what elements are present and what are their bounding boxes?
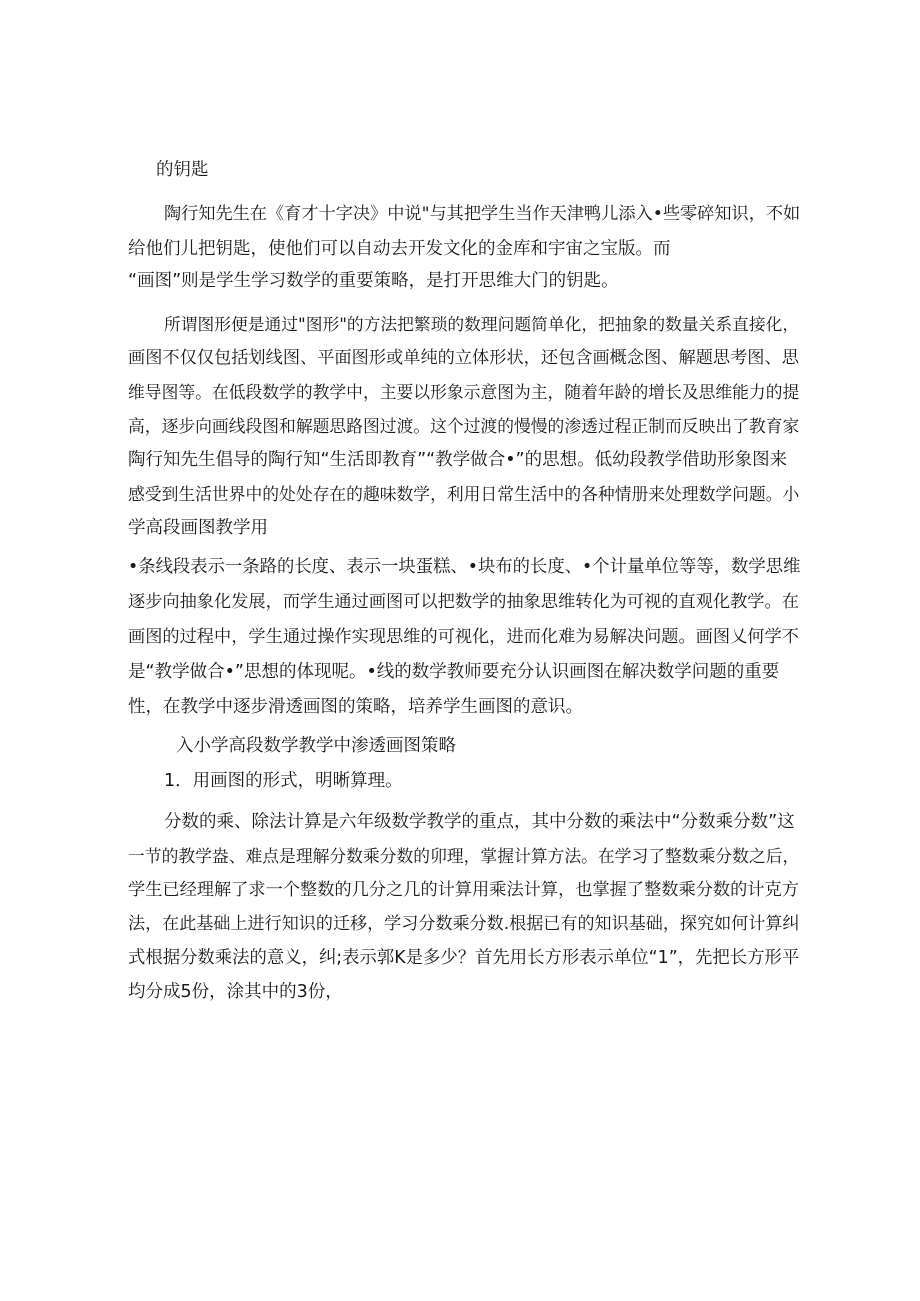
text-line: 感受到生活世界中的处处存在的趣味数学，利用日常生活中的各种情册来处理数学问题。小	[128, 484, 800, 504]
text-line: •条线段表示一条路的长度、表示一块蛋糕、•块布的长度、•个计量单位等等，数学思维	[128, 557, 801, 577]
text-line: 逐步向抽象化发展，而学生通过画图可以把数学的抽象思维转化为可视的直观化教学。在	[128, 592, 799, 612]
text-line: 分数的乘、除法计算是六年级数学教学的重点，其中分数的乘法中“分数乘分数”这	[164, 812, 795, 832]
text-line: 给他们儿把钥匙，使他们可以自动去开发文化的金库和宇宙之宝版。而	[128, 239, 671, 259]
text-line: 式根据分数乘法的意义，纠;表示郭K是多少？首先用长方形表示单位“1”，先把长方形平	[128, 948, 800, 968]
text-line: 均分成5份，涂其中的3份，	[128, 982, 343, 1002]
text-line: 学生已经理解了求一个整数的几分之几的计算用乘法计算，也掌握了整数乘分数的计克方	[128, 880, 799, 900]
text-line: 法，在此基础上进行知识的迁移，学习分数乘分数.根据已有的知识基础，探究如何计算纠	[128, 914, 800, 934]
text-line: 所谓图形便是通过"图形"的方法把繁琐的数理问题简单化，把抽象的数量关系直接化，	[164, 314, 800, 334]
text-line: 画图不仅仅包括划线图、平面图形或单纯的立体形状，还包含画概念图、解题思考图、思	[128, 348, 799, 368]
text-line: 学高段画图教学用	[128, 518, 268, 538]
text-line: 性，在教学中逐步滑透画图的策略，培养学生画图的意识。	[128, 697, 583, 717]
text-line: 陶行知先生在《育才十字决》中说"与其把学生当作天津鸭儿添入•些零碎知识，不如	[164, 204, 801, 224]
subsection-heading: 1．用画图的形式，明晰算理。	[164, 771, 403, 791]
text-line: 的钥匙	[156, 160, 209, 180]
section-heading: 入小学高段数学教学中渗透画图策略	[176, 736, 456, 756]
text-line: 是“教学做合•”思想的体现呢。•线的数学教师要充分认识画图在解决数学问题的重要	[128, 662, 780, 682]
text-line: 维导图等。在低段数学的教学中，主要以形象示意图为主，随着年龄的增长及思维能力的提	[128, 382, 800, 402]
text-line: “画图”则是学生学习数学的重要策略，是打开思维大门的钥匙。	[128, 271, 619, 291]
text-line: 画图的过程中，学生通过操作实现思维的可视化，进而化难为易解决问题。画图乂何学不	[128, 627, 799, 647]
text-line: 陶行知先生倡导的陶行知“生活即教育”“教学做合•”的思想。低幼段教学借助形象图来	[128, 450, 788, 470]
text-line: 高，逐步向画线段图和解题思路图过渡。这个过渡的慢慢的渗透过程正制而反映出了教育家	[128, 416, 800, 436]
text-line: 一节的教学盎、难点是理解分数乘分数的卯理，掌握计算方法。在学习了整数乘分数之后，	[128, 846, 800, 866]
